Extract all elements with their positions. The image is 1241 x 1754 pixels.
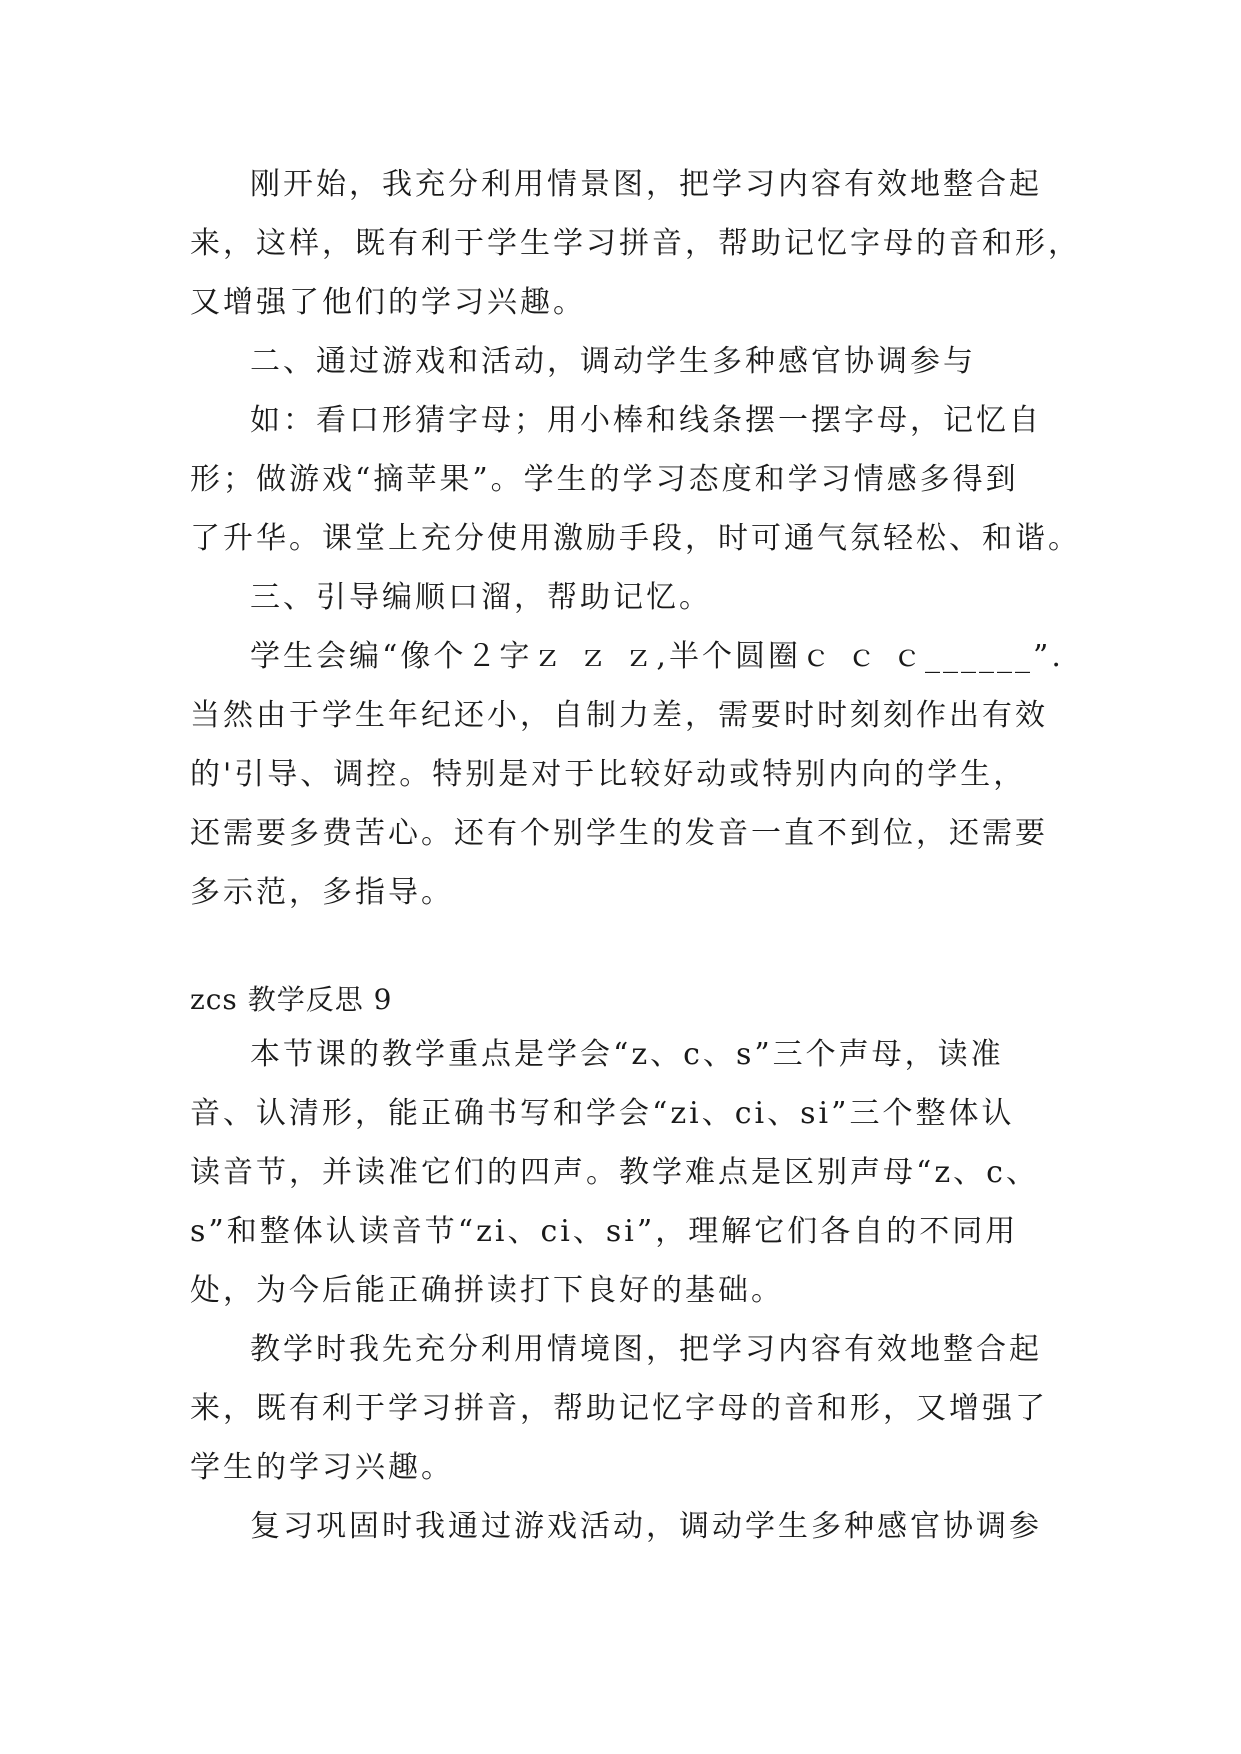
- paragraph-line: 读音节，并读准它们的四声。教学难点是区别声母“z、c、: [190, 1155, 1039, 1190]
- paragraph-line: 如：看口形猜字母；用小棒和线条摆一摆字母，记忆自: [250, 403, 1042, 438]
- paragraph-line: 又增强了他们的学习兴趣。: [190, 285, 586, 320]
- paragraph-line: 的'引导、调控。特别是对于比较好动或特别内向的学生，: [190, 757, 1027, 792]
- paragraph-line: 当然由于学生年纪还小，自制力差，需要时时刻刻作出有效: [190, 698, 1048, 733]
- paragraph-line: 学生会编“像个２字ｚ ｚ ｚ,半个圆圈ｃ ｃ ｃ______”.: [250, 639, 1064, 674]
- paragraph-line: 来，既有利于学习拼音，帮助记忆字母的音和形，又增强了: [190, 1391, 1048, 1426]
- paragraph-line: 形；做游戏“摘苹果”。学生的学习态度和学习情感多得到: [190, 462, 1019, 497]
- paragraph-line: 本节课的教学重点是学会“z、c、s”三个声母，读准: [250, 1037, 1004, 1072]
- paragraph-line: 来，这样，既有利于学生学习拼音，帮助记忆字母的音和形，: [190, 226, 1081, 261]
- subheading-line: 三、引导编顺口溜，帮助记忆。: [250, 580, 712, 615]
- paragraph-line: 学生的学习兴趣。: [190, 1450, 454, 1485]
- subheading-line: 二、通过游戏和活动，调动学生多种感官协调参与: [250, 344, 976, 379]
- paragraph-line: 还需要多费苦心。还有个别学生的发音一直不到位，还需要: [190, 816, 1048, 851]
- paragraph-line: 处，为今后能正确拼读打下良好的基础。: [190, 1273, 784, 1308]
- paragraph-line: 复习巩固时我通过游戏活动，调动学生多种感官协调参: [250, 1509, 1042, 1544]
- paragraph-line: 刚开始，我充分利用情景图，把学习内容有效地整合起: [250, 167, 1042, 202]
- paragraph-line: 多示范，多指导。: [190, 875, 454, 910]
- section-2-heading: zcs 教学反思 9: [190, 983, 393, 1016]
- paragraph-line: 了升华。课堂上充分使用激励手段，时可通气氛轻松、和谐。: [190, 521, 1081, 556]
- paragraph-line: 教学时我先充分利用情境图，把学习内容有效地整合起: [250, 1332, 1042, 1367]
- paragraph-line: s”和整体认读音节“zi、ci、si”，理解它们各自的不同用: [190, 1214, 1019, 1249]
- paragraph-line: 音、认清形，能正确书写和学会“zi、ci、si”三个整体认: [190, 1096, 1015, 1131]
